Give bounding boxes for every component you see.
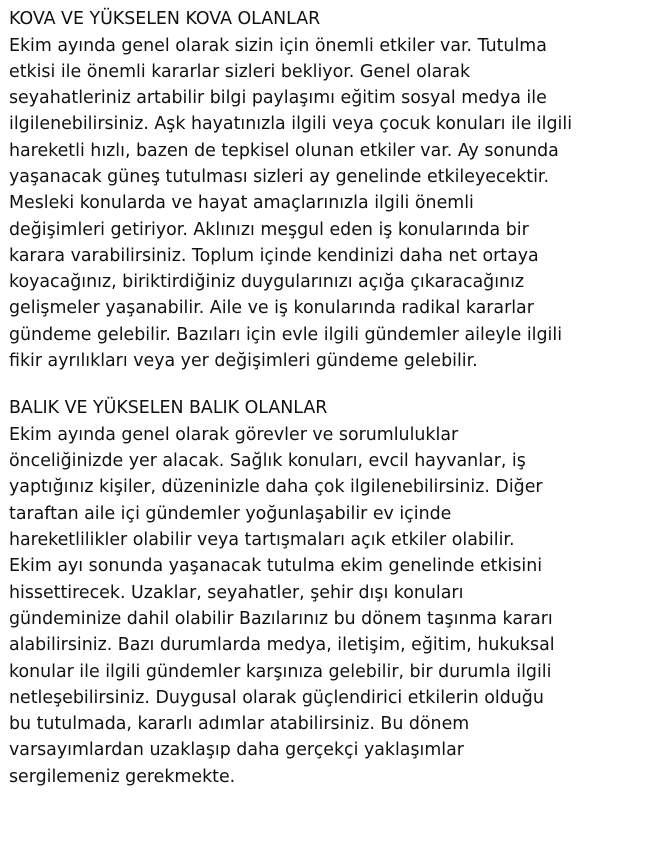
- text-line: seyahatleriniz artabilir bilgi paylaşımı eğitim sosyal medya ile: [9, 88, 547, 109]
- text-line: değişimleri getiriyor. Aklınızı meşgul eden iş konularında bir: [9, 219, 529, 240]
- text-line: konular ile ilgili gündemler karşınıza gelebilir, bir durumla ilgili: [9, 661, 552, 682]
- text-line: Ekim ayında genel olarak sizin için önemli etkiler var. Tutulma: [9, 35, 547, 56]
- text-line: yaşanacak güneş tutulması sizleri ay genelinde etkileyecektir.: [9, 166, 550, 187]
- text-line: fikir ayrılıkları veya yer değişimleri gündeme gelebilir.: [9, 351, 478, 372]
- text-line: Mesleki konularda ve hayat amaçlarınızla ilgili önemli: [9, 193, 474, 214]
- section-title: BALIK VE YÜKSELEN BALIK OLANLAR: [9, 398, 328, 419]
- text-line: önceliğinizde yer alacak. Sağlık konuları, evcil hayvanlar, iş: [9, 451, 526, 472]
- section-title: KOVA VE YÜKSELEN KOVA OLANLAR: [9, 9, 321, 29]
- text-line: Ekim ayı sonunda yaşanacak tutulma ekim genelinde etkisini: [9, 556, 543, 577]
- section-body: [9, 422, 661, 790]
- text-line: hissettirecek. Uzaklar, seyahatler, şehir dışı konuları: [9, 582, 464, 603]
- text-line: karara varabilirsiniz. Toplum içinde kendinizi daha net ortaya: [9, 245, 539, 266]
- section-kova: [9, 6, 661, 374]
- text-line: hareketli hızlı, bazen de tepkisel olunan etkiler var. Ay sonunda: [9, 140, 559, 161]
- text-line: etkisi ile önemli kararlar sizleri bekliyor. Genel olarak: [9, 61, 471, 82]
- section-gap: [9, 374, 661, 395]
- text-line: yaptığınız kişiler, düzeninizle daha çok ilgilenebilirsiniz. Diğer: [9, 477, 543, 498]
- section-balik: [9, 395, 661, 790]
- text-line: taraftan aile içi gündemler yoğunlaşabilir ev içinde: [9, 503, 452, 524]
- text-line: netleşebilirsiniz. Duygusal olarak güçlendirici etkilerin olduğu: [9, 687, 544, 708]
- text-line: bu tutulmada, kararlı adımlar atabilirsiniz. Bu dönem: [9, 714, 470, 735]
- text-line: gelişmeler yaşanabilir. Aile ve iş konularında radikal kararlar: [9, 298, 534, 319]
- text-line: hareketlilikler olabilir veya tartışmaları açık etkiler olabilir.: [9, 530, 515, 551]
- text-line: koyacağınız, biriktirdiğiniz duygularınızı açığa çıkaracağınız: [9, 272, 525, 293]
- text-line: gündeminize dahil olabilir Bazılarınız bu dönem taşınma kararı: [9, 608, 553, 629]
- text-line: alabilirsiniz. Bazı durumlarda medya, iletişim, eğitim, hukuksal: [9, 635, 555, 656]
- text-line: Ekim ayında genel olarak görevler ve sorumluluklar: [9, 424, 459, 445]
- text-line: gündeme gelebilir. Bazıları için evle ilgili gündemler aileyle ilgili: [9, 324, 563, 345]
- text-line: sergilemeniz gerekmekte.: [9, 766, 236, 787]
- section-body: [9, 33, 661, 375]
- document-page: [9, 6, 661, 790]
- text-line: ilgilenebilirsiniz. Aşk hayatınızla ilgili veya çocuk konuları ile ilgili: [9, 114, 573, 135]
- text-line: varsayımlardan uzaklaşıp daha gerçekçi yaklaşımlar: [9, 740, 464, 761]
